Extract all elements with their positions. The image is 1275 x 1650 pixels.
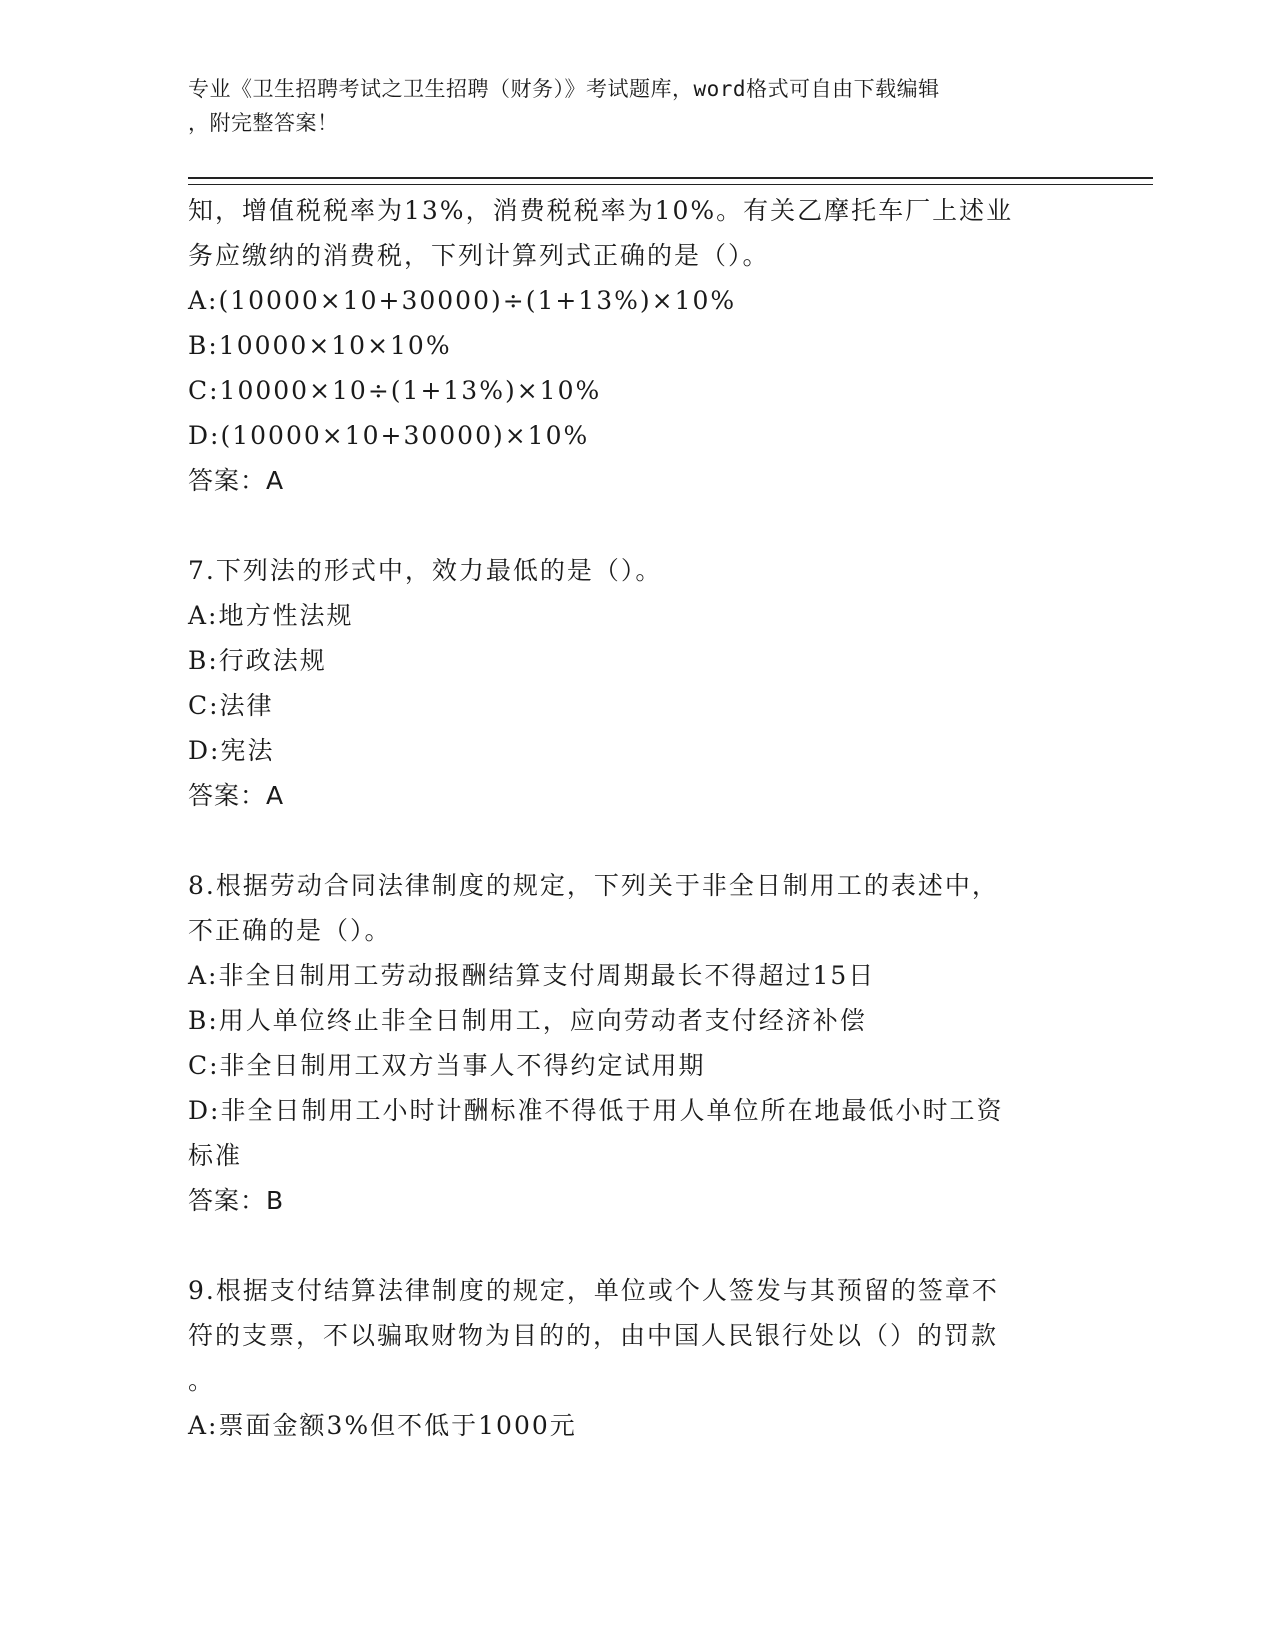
option-b: B:行政法规 xyxy=(188,646,327,675)
answer: 答案：B xyxy=(188,1186,285,1215)
option-d: D:(10000×10+30000)×10% xyxy=(188,421,590,450)
question-text: 7.下列法的形式中，效力最低的是（）。 xyxy=(188,556,663,585)
spacer xyxy=(188,818,1088,863)
option-a: A:地方性法规 xyxy=(188,601,354,630)
question-text: 。 xyxy=(188,1366,216,1395)
spacer xyxy=(188,1223,1088,1268)
question-text: 不正确的是（）。 xyxy=(188,916,392,945)
option-a: A:票面金额3%但不低于1000元 xyxy=(188,1411,577,1440)
question-6 xyxy=(188,188,1088,503)
option-b: B:10000×10×10% xyxy=(188,331,452,360)
question-8 xyxy=(188,863,1088,1223)
answer: 答案：A xyxy=(188,466,285,495)
option-a: A:非全日制用工劳动报酬结算支付周期最长不得超过15日 xyxy=(188,961,876,990)
option-b: B:用人单位终止非全日制用工，应向劳动者支付经济补偿 xyxy=(188,1006,867,1035)
header-divider xyxy=(188,177,1153,185)
header-title-line-1: 专业《卫生招聘考试之卫生招聘（财务）》考试题库，word格式可自由下载编辑 xyxy=(188,77,940,101)
option-d: D:宪法 xyxy=(188,736,275,765)
question-7 xyxy=(188,548,1088,818)
option-c: C:10000×10÷(1+13%)×10% xyxy=(188,376,602,405)
option-c: C:非全日制用工双方当事人不得约定试用期 xyxy=(188,1051,706,1080)
question-text: 8.根据劳动合同法律制度的规定，下列关于非全日制用工的表述中， xyxy=(188,871,999,900)
question-text: 务应缴纳的消费税，下列计算列式正确的是（）。 xyxy=(188,241,770,270)
option-d: D:非全日制用工小时计酬标准不得低于用人单位所在地最低小时工资 xyxy=(188,1096,1004,1125)
option-c: C:法律 xyxy=(188,691,274,720)
question-text: 9.根据支付结算法律制度的规定，单位或个人签发与其预留的签章不 xyxy=(188,1276,999,1305)
header-title-line-2: ，附完整答案！ xyxy=(188,111,339,135)
question-text: 知，增值税税率为13%，消费税税率为10%。有关乙摩托车厂上述业 xyxy=(188,196,1014,225)
question-text: 符的支票，不以骗取财物为目的的，由中国人民银行处以（）的罚款 xyxy=(188,1321,999,1350)
question-9 xyxy=(188,1268,1088,1448)
answer: 答案：A xyxy=(188,781,285,810)
question-list xyxy=(188,188,1088,1448)
document-header xyxy=(188,72,1068,140)
option-a: A:(10000×10+30000)÷(1+13%)×10% xyxy=(188,286,737,315)
spacer xyxy=(188,503,1088,548)
option-d-continued: 标准 xyxy=(188,1141,243,1170)
